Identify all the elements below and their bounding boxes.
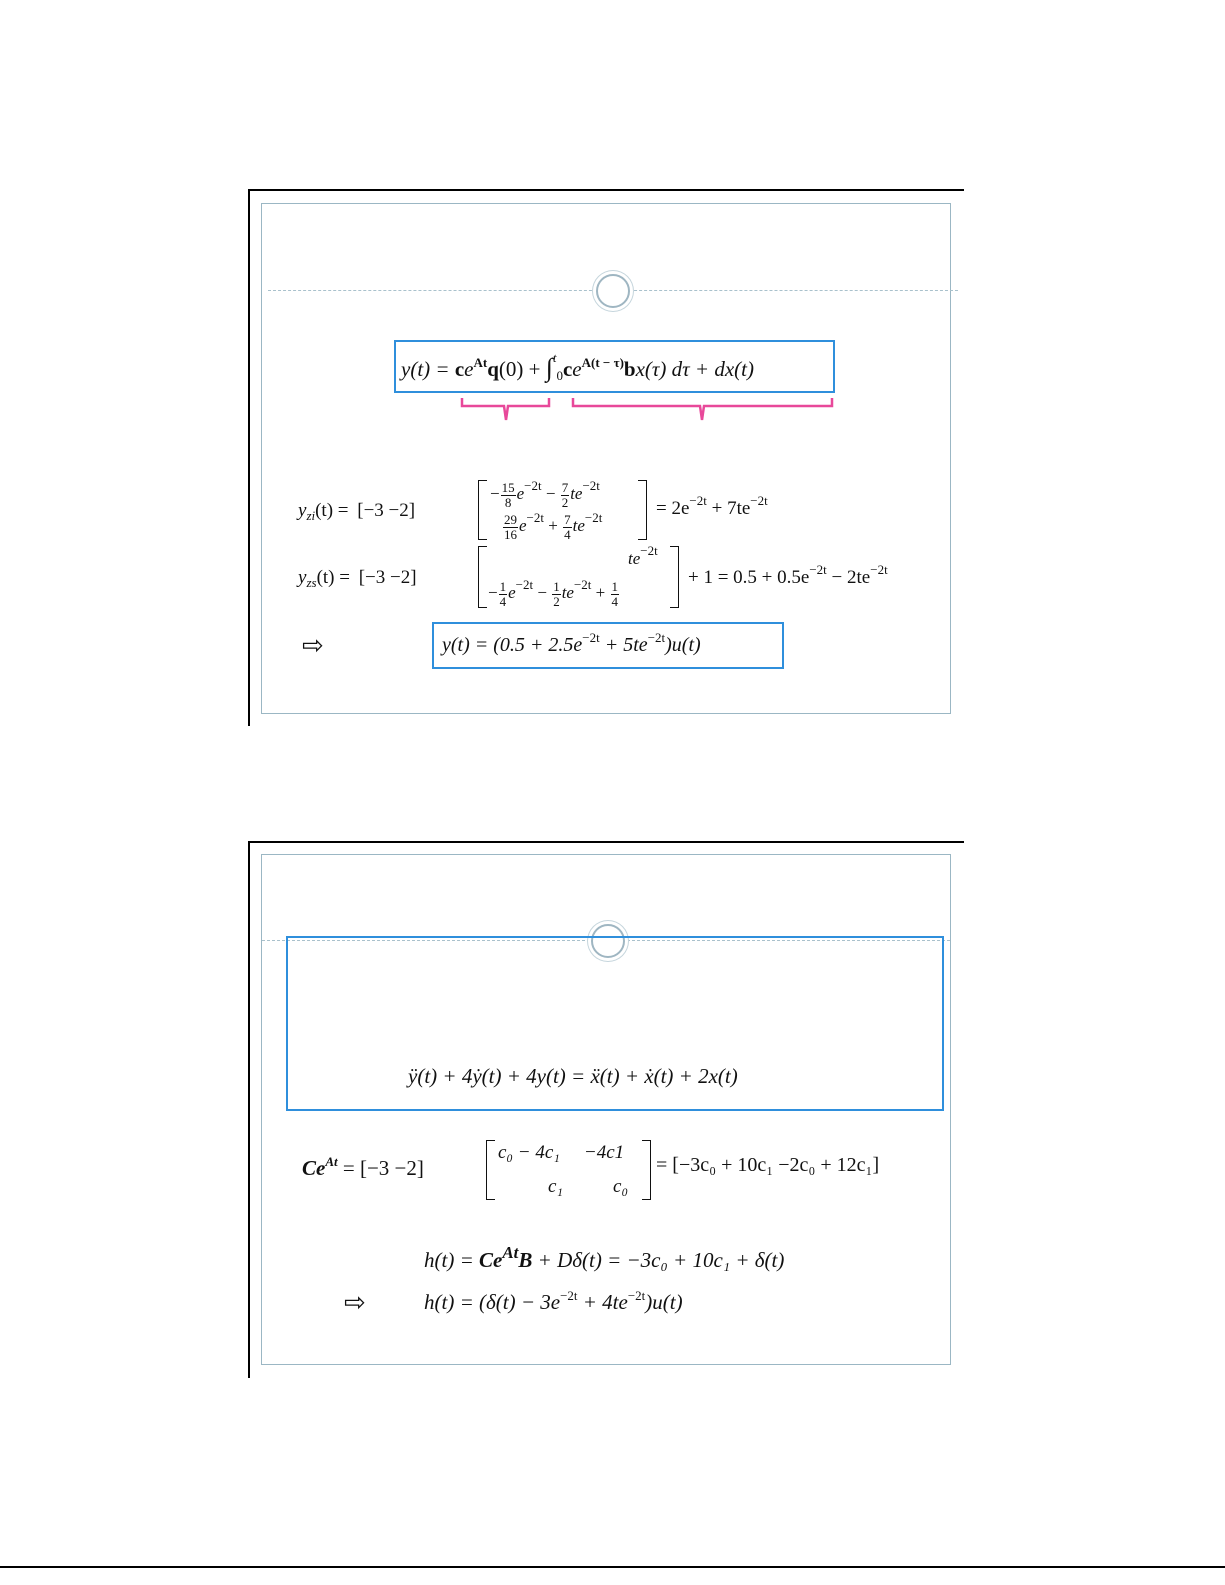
slide-2-implies-arrow-icon: ⇨ <box>344 1288 366 1318</box>
yzi-matrix-row-1: − $\frac{15}{8}$ $e^{-2t}$ − $\frac{7}{2}$ $te^{-2t}$ <box>490 478 600 510</box>
ceat-matrix-right-bracket <box>642 1140 651 1200</box>
ht-equation: $h(t) = Ce^{At}B + D\delta(t) = -3c_0 + 10c_1 + \delta(t)$ <box>424 1243 785 1272</box>
yzi-matrix-right-bracket <box>638 480 647 540</box>
brace-zero-state <box>571 396 835 424</box>
ceat-equation: $Ce^{At} = [-3 -2]$ <box>302 1154 424 1180</box>
yzs-result: + $1 = 0.5 + 0.5e^{-2t} - 2te^{-2t}$ <box>688 562 888 588</box>
yzs-matrix-left-bracket <box>478 546 487 608</box>
yzs-matrix-row-2: − $\frac{1}{4}$ $e^{-2t}$ − $\frac{1}{2}$ $te^{-2t}$ + $\frac{1}{4}$ <box>488 577 619 609</box>
slide-1-result-equation: $y(t) = (0.5 + 2.5e^{-2t} + 5te^{-2t})u(t)$ <box>442 630 701 656</box>
yzs-equation: $y_{zs}(t) = [-3 -2]$ <box>298 567 417 590</box>
ceat-matrix-row-2: c₁ c₀ <box>548 1176 629 1197</box>
slide-1-ornament-circle <box>596 274 630 308</box>
yzs-matrix-right-bracket <box>670 546 679 608</box>
ode-equation: ÿ(t) + 4ẏ(t) + 4y(t) = ẍ(t) + ẋ(t) + 2x(t) <box>408 1064 738 1088</box>
yzs-matrix-row-1: $te^{-2t}$ <box>628 543 658 568</box>
page-bottom-rule <box>0 1566 1225 1568</box>
slide-1-implies-arrow-icon: ⇨ <box>302 631 324 661</box>
yzi-matrix-left-bracket <box>478 480 487 540</box>
yzi-matrix-row-2: $\frac{29}{16}$ $e^{-2t}$ + $\frac{7}{4}$ $te^{-2t}$ <box>504 510 603 542</box>
ceat-result: = [−3c₀ + 10c₁ −2c₀ + 12c₁] <box>656 1154 880 1176</box>
slide-2-result-equation: $h(t) = (\delta(t) - 3e^{-2t} + 4te^{-2t})u(t)$ <box>424 1288 683 1314</box>
ceat-matrix-row-1: c₀ − 4c₁ −4c1 <box>498 1142 625 1163</box>
yzi-equation: $y_{zi}(t) = [-3 -2]$ <box>298 500 416 523</box>
brace-zero-input <box>460 396 552 424</box>
slide-1-main-equation: $y(t) = ce^{At}q(0) + \int^t_0ce^{A(t - \tau)}bx(\tau) d\tau + dx(t)$ <box>401 350 754 383</box>
ceat-matrix-left-bracket <box>486 1140 495 1200</box>
yzi-result: = $2e^{-2t} + 7te^{-2t}$ <box>656 493 768 519</box>
